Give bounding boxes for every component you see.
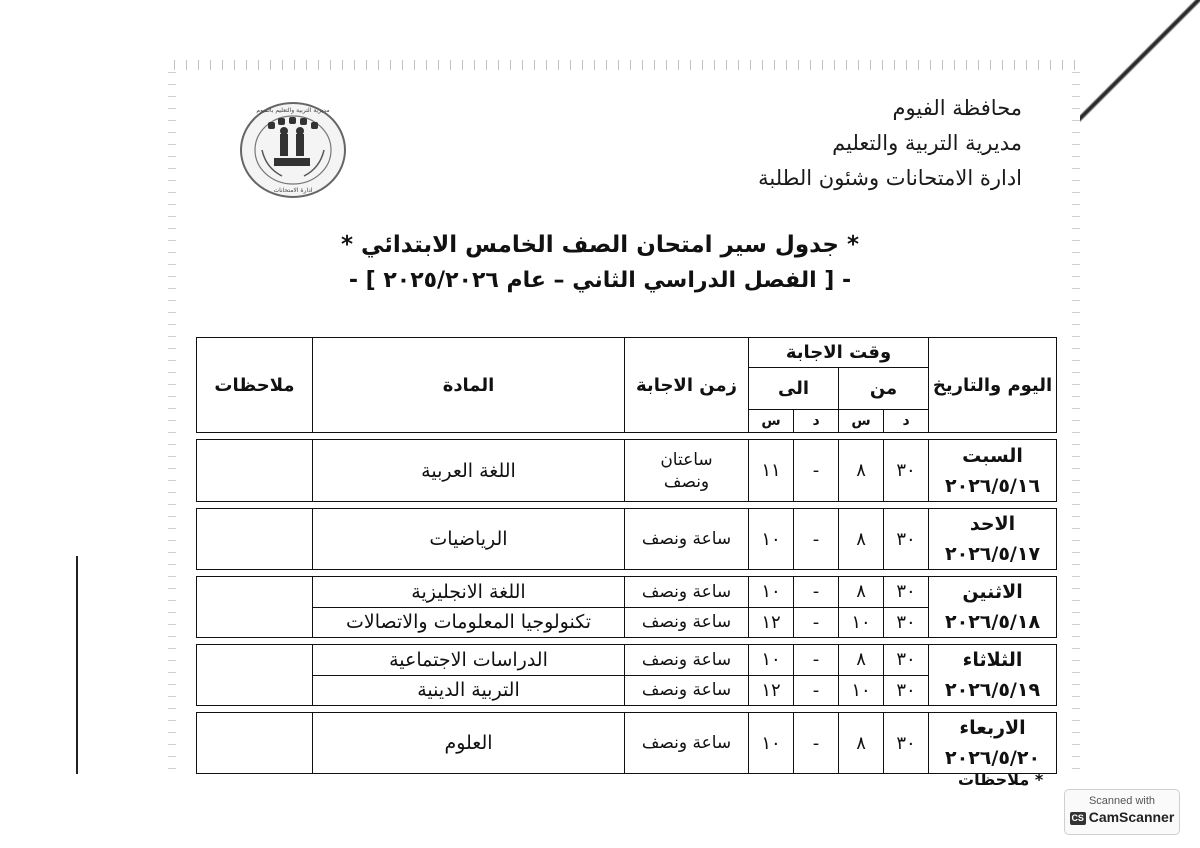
from-minute: ٣٠ bbox=[884, 577, 929, 608]
day-name: السبت bbox=[962, 444, 1023, 467]
day-date-cell bbox=[929, 440, 1057, 502]
table-row bbox=[197, 607, 1057, 638]
camscanner-watermark bbox=[1064, 789, 1180, 835]
header-to-minute: د bbox=[794, 410, 839, 433]
watermark-brand: CamScanner bbox=[1088, 809, 1175, 825]
header-from-hour: س bbox=[839, 410, 884, 433]
table-row bbox=[197, 577, 1057, 608]
to-hour: ١٢ bbox=[749, 675, 794, 706]
header-from: من bbox=[839, 368, 929, 410]
department-name: ادارة الامتحانات وشئون الطلبة bbox=[758, 166, 1022, 190]
duration: ساعة ونصف bbox=[625, 577, 749, 608]
to-minute: - bbox=[794, 577, 839, 608]
header-to-hour: س bbox=[749, 410, 794, 433]
header-duration: زمن الاجابة bbox=[625, 338, 749, 433]
from-hour: ٨ bbox=[839, 577, 884, 608]
subject: اللغة العربية bbox=[313, 440, 625, 502]
notes bbox=[197, 713, 313, 774]
to-minute: - bbox=[794, 509, 839, 570]
page-subtitle: - [ الفصل الدراسي الثاني – عام ٢٠٢٥/٢٠٢٦ ] - bbox=[348, 268, 852, 293]
from-hour: ٨ bbox=[839, 713, 884, 774]
header-notes: ملاحظات bbox=[197, 338, 313, 433]
duration: ساعة ونصف bbox=[625, 713, 749, 774]
day-name: الاثنين bbox=[962, 581, 1023, 603]
header-from-minute: د bbox=[884, 410, 929, 433]
scan-edge-line bbox=[76, 556, 78, 774]
duration: ساعة ونصف bbox=[625, 509, 749, 570]
from-minute: ٣٠ bbox=[884, 645, 929, 676]
page-title: * جدول سير امتحان الصف الخامس الابتدائي * bbox=[340, 232, 860, 258]
duration: ساعة ونصف bbox=[625, 675, 749, 706]
to-minute: - bbox=[794, 645, 839, 676]
notes bbox=[197, 645, 313, 706]
subject: الرياضيات bbox=[313, 509, 625, 570]
from-hour: ١٠ bbox=[839, 607, 884, 638]
duration: ساعة ونصف bbox=[625, 607, 749, 638]
header-answer-time: وقت الاجابة bbox=[749, 338, 929, 368]
from-hour: ١٠ bbox=[839, 675, 884, 706]
from-minute: ٣٠ bbox=[884, 440, 929, 502]
to-hour: ١٠ bbox=[749, 509, 794, 570]
table-row bbox=[197, 713, 1057, 774]
header-day-date: اليوم والتاريخ bbox=[929, 338, 1057, 433]
from-minute: ٣٠ bbox=[884, 713, 929, 774]
footnote: * ملاحظات bbox=[958, 770, 1044, 789]
day-date-cell bbox=[929, 509, 1057, 570]
exam-date: ٢٠٢٦/٥/١٩ bbox=[945, 679, 1041, 701]
header-to: الى bbox=[749, 368, 839, 410]
decorative-border-top bbox=[168, 60, 1080, 70]
header-subject: المادة bbox=[313, 338, 625, 433]
exam-schedule-table bbox=[196, 337, 1057, 774]
subject: الدراسات الاجتماعية bbox=[313, 645, 625, 676]
notes bbox=[197, 440, 313, 502]
day-name: الاحد bbox=[969, 513, 1016, 535]
subject: تكنولوجيا المعلومات والاتصالات bbox=[313, 607, 625, 638]
from-hour: ٨ bbox=[839, 440, 884, 502]
governorate-name: محافظة الفيوم bbox=[892, 96, 1022, 120]
to-minute: - bbox=[794, 607, 839, 638]
from-minute: ٣٠ bbox=[884, 675, 929, 706]
subject: التربية الدينية bbox=[313, 675, 625, 706]
decorative-border-left bbox=[168, 66, 176, 772]
duration: ساعة ونصف bbox=[625, 645, 749, 676]
to-hour: ١١ bbox=[749, 440, 794, 502]
watermark-caption: Scanned with bbox=[1088, 795, 1156, 807]
notes bbox=[197, 577, 313, 638]
notes bbox=[197, 509, 313, 570]
day-date-cell bbox=[929, 577, 1057, 638]
exam-date: ٢٠٢٦/٥/١٨ bbox=[945, 611, 1041, 633]
camscanner-logo-icon: CS bbox=[1071, 812, 1084, 823]
day-date-cell bbox=[929, 645, 1057, 706]
to-hour: ١٠ bbox=[749, 645, 794, 676]
table-row bbox=[197, 440, 1057, 502]
to-minute: - bbox=[794, 440, 839, 502]
decorative-border-right bbox=[1072, 66, 1080, 772]
to-minute: - bbox=[794, 713, 839, 774]
to-hour: ١٢ bbox=[749, 607, 794, 638]
subject: العلوم bbox=[313, 713, 625, 774]
to-hour: ١٠ bbox=[749, 713, 794, 774]
table-row bbox=[197, 509, 1057, 570]
day-name: الثلاثاء bbox=[962, 649, 1023, 671]
duration: ساعتان ونصف bbox=[625, 440, 749, 502]
exam-date: ٢٠٢٦/٥/١٦ bbox=[945, 474, 1041, 497]
day-date-cell bbox=[929, 713, 1057, 774]
table-row bbox=[197, 675, 1057, 706]
from-minute: ٣٠ bbox=[884, 607, 929, 638]
to-hour: ١٠ bbox=[749, 577, 794, 608]
seal-text-bottom: ادارة الامتحانات bbox=[273, 187, 313, 194]
from-minute: ٣٠ bbox=[884, 509, 929, 570]
day-name: الاربعاء bbox=[959, 717, 1026, 739]
directorate-name: مديرية التربية والتعليم bbox=[832, 131, 1022, 155]
subject: اللغة الانجليزية bbox=[313, 577, 625, 608]
exam-date: ٢٠٢٦/٥/٢٠ bbox=[945, 747, 1041, 769]
seal-text-top: مديرية التربية والتعليم بالفيوم bbox=[256, 107, 330, 114]
from-hour: ٨ bbox=[839, 509, 884, 570]
exam-date: ٢٠٢٦/٥/١٧ bbox=[945, 543, 1041, 565]
education-directorate-seal-icon bbox=[238, 100, 348, 200]
to-minute: - bbox=[794, 675, 839, 706]
from-hour: ٨ bbox=[839, 645, 884, 676]
table-row bbox=[197, 645, 1057, 676]
